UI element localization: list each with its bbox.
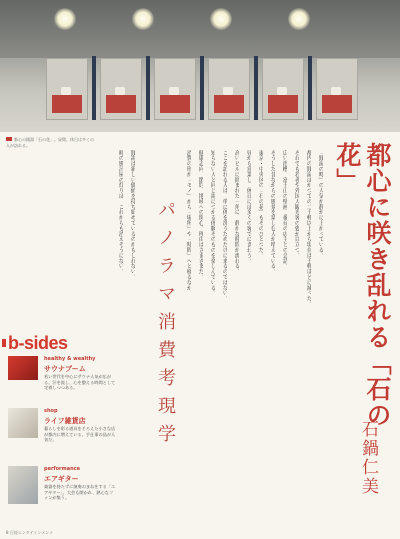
body-column: 都内の銭湯はかつての二千軒以上から現在は千軒ほどに減った。: [305, 150, 312, 307]
body-column: それでも若者や外国人観光客の姿が目立つ。: [293, 150, 300, 258]
b-sides-sidebar: [0, 330, 120, 530]
body-column: 知らない人と同じ湯につかる体験そのものを楽しんでいる。: [209, 150, 216, 296]
stall-divider: [254, 56, 258, 120]
sidebar-headline: サウナブーム: [44, 365, 86, 373]
sidebar-headline: エアギター: [44, 475, 79, 483]
sidebar-category: shop: [44, 408, 58, 414]
wash-stall: [100, 58, 142, 120]
b-sides-logo-mark: [2, 339, 6, 347]
floor-mat: [160, 95, 190, 113]
body-column: 東京・中央区の「石の花」もそのひとつだ。: [257, 150, 264, 258]
floor-mat: [322, 95, 352, 113]
wash-stall: [154, 58, 196, 120]
wash-bucket: [277, 87, 287, 95]
wash-stall: [316, 58, 358, 120]
body-column: 高いビルに囲まれた一角に、静かな時間が流れる。: [233, 150, 240, 275]
series-label: パノラマ消費考現学: [155, 200, 176, 452]
body-column: ここを訪れる人は、単に体を洗うためだけに来るのではない。: [221, 150, 228, 302]
wash-bucket: [223, 87, 233, 95]
body-column: 消費の形が「モノ」から「場所」や「時間」へと移るなか、: [185, 150, 192, 296]
body-column: 広い浴槽、富士山の壁画、番台の店主との会話。: [281, 150, 288, 269]
body-column: 町の風呂屋の灯りは、これからも消えそうにない。: [117, 150, 124, 275]
wash-bucket: [331, 87, 341, 95]
article-title: 都心に咲き乱れる「石の花」: [333, 142, 392, 428]
sidebar-text: 若い世代を中心にサウナ人気が広がる。汗を流し、心を整える時間として定着しつつある。: [44, 374, 116, 391]
ceiling-lamp: [54, 8, 76, 30]
floor-mat: [214, 95, 244, 113]
caption-marker: [6, 137, 12, 141]
stall-divider: [92, 56, 96, 120]
caption-text: 都心の銭湯「石の花」。昼間、休日は多くの人が訪れる。: [6, 137, 94, 148]
body-column: 「銭湯の町」の人気が静かに上がっている。: [317, 150, 324, 258]
stall-divider: [146, 56, 150, 120]
body-column: そうした昔ながらの風景を楽しむ人が増えている。: [269, 150, 276, 275]
publication-name: 日経エンタテインメント: [9, 530, 54, 535]
sidebar-headline: ライフ雑貨店: [44, 417, 86, 425]
wash-bucket: [61, 87, 71, 95]
ceiling-lamp: [288, 8, 310, 30]
page-footer: [6, 530, 53, 536]
stall-divider: [200, 56, 204, 120]
body-column: 健康志向、節約、地域への関心。理由はさまざまだ。: [197, 150, 204, 280]
sidebar-text: 暮らしを彩る道具をそろえた小さな店が都内に増えている。手仕事の品が人気だ。: [44, 426, 116, 443]
body-column: 昼から営業し、休日には多くの客でにぎわう。: [245, 150, 252, 264]
sidebar-thumbnail: [8, 356, 38, 380]
wash-stall: [208, 58, 250, 120]
sidebar-text: 楽器を持たずに演奏のまねをする「エアギター」。大会も開かれ、熱心なファンが集う。: [44, 484, 116, 501]
page-number: 8: [6, 530, 9, 535]
sidebar-category: performance: [44, 466, 81, 472]
bathhouse-photo: [0, 0, 400, 132]
ceiling-lamp: [132, 8, 154, 30]
wash-bucket: [115, 87, 125, 95]
sidebar-category: healthy & wealthy: [44, 356, 96, 362]
wash-stall: [46, 58, 88, 120]
floor-mat: [52, 95, 82, 113]
floor-mat: [268, 95, 298, 113]
wash-stall: [262, 58, 304, 120]
photo-caption: [6, 137, 94, 149]
sidebar-thumbnail: [8, 408, 38, 438]
sidebar-thumbnail: [8, 466, 38, 504]
article-author: 石鍋仁美: [358, 420, 378, 496]
body-column: 銭湯は新しい価値を持ち始めているのかもしれない。: [129, 150, 136, 280]
b-sides-logo: b-sides: [8, 333, 68, 353]
wash-bucket: [169, 87, 179, 95]
ceiling-lamp: [210, 8, 232, 30]
floor-mat: [106, 95, 136, 113]
stall-divider: [308, 56, 312, 120]
